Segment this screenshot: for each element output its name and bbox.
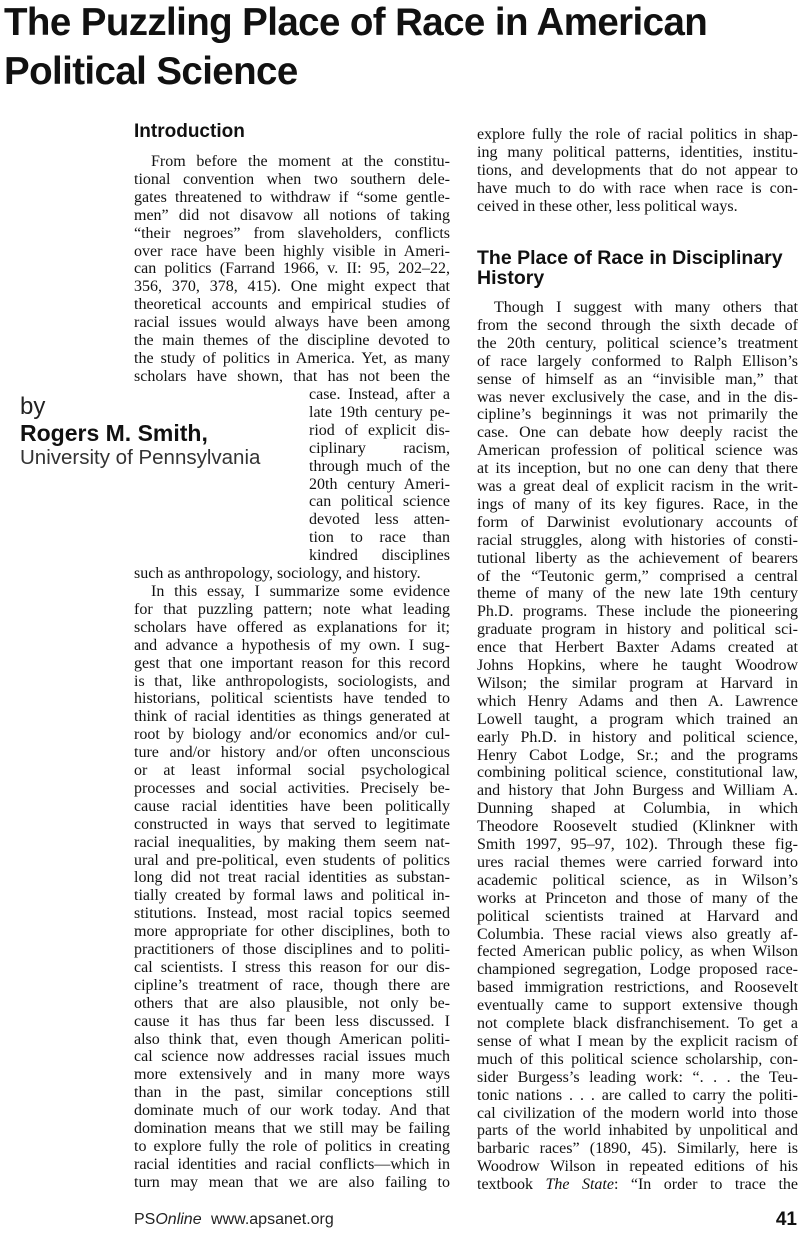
text-line: eventually came to support extensive though: [477, 997, 798, 1015]
text-line: to explore fully the role of politics in creating: [134, 1137, 450, 1155]
text-line: practitioners of those disciplines and to politi-: [134, 941, 450, 958]
footer-url[interactable]: www.apsanet.org: [211, 1211, 334, 1228]
page-number: 41: [775, 1209, 797, 1230]
text-line: cal scientists. I stress this reason for our dis-: [134, 958, 450, 976]
text-line: cipline’s treatment of race, though there are: [134, 976, 450, 994]
text-line: Ph.D. programs. These include the pioneering: [477, 603, 798, 621]
text-line: Theodore Roosevelt studied (Klinkner with: [477, 818, 798, 836]
text-line: theme of many of the new late 19th century: [477, 585, 798, 603]
text-line: tion to race than: [309, 529, 450, 547]
byline-by: by: [20, 393, 46, 420]
text-line: parts of the world inhabited by unpolitical and: [477, 1122, 798, 1140]
text-line: tional convention when two southern dele-: [134, 170, 450, 188]
text-line: devoted less atten-: [309, 511, 450, 529]
section-heading-line-1: The Place of Race in Disciplinary: [477, 247, 783, 269]
text-line: ing many political patterns, identities, institu-: [477, 143, 798, 161]
text-segment: : “In order to trace the: [613, 1176, 798, 1194]
text-line: works at Princeton and those of many of the: [477, 889, 798, 907]
text-line: championed segregation, Lodge proposed race-: [477, 961, 798, 979]
text-line: tonic nations . . . are called to carry the politi-: [477, 1086, 798, 1104]
text-line: kindred disciplines: [309, 547, 450, 565]
text-line: from the second through the sixth decade of: [477, 316, 798, 334]
text-line: ence that Herbert Baxter Adams created at: [477, 639, 798, 657]
text-line: scholars have shown, that has not been the: [134, 367, 450, 385]
text-line: think of racial identities as things generated at: [134, 708, 450, 726]
text-line: than in the past, similar conceptions still: [134, 1084, 450, 1102]
footer-brand-online: Online: [155, 1211, 202, 1228]
text-line: of race largely conformed to Ralph Ellison’s: [477, 352, 798, 370]
text-line: of the “Teutonic germ,” comprised a central: [477, 567, 798, 585]
text-line: based immigration restrictions, and Roosevelt: [477, 979, 798, 997]
text-line: Johns Hopkins, where he taught Woodrow: [477, 657, 798, 674]
text-line: historians, political scientists have tended to: [134, 690, 450, 708]
text-line: racial inequalities, by making them seem nat-: [134, 833, 450, 851]
text-line: sense of what I mean by the explicit racism of: [477, 1032, 798, 1050]
text-line: also think that, even though American politi-: [134, 1030, 450, 1048]
text-line: the 20th century, political science’s treatment: [477, 334, 798, 352]
text-line: cal civilization of the modern world into those: [477, 1104, 798, 1122]
text-line: tutional liberty as the achievement of bearers: [477, 549, 798, 567]
text-line: ures racial themes were carried forward into: [477, 853, 798, 871]
text-line: ture and/or history and/or often unconscious: [134, 744, 450, 762]
text-line: graduate program in history and political sci-: [477, 621, 798, 639]
text-line: more appropriate for other disciplines, both to: [134, 923, 450, 941]
text-line: fected American public policy, as when Wilson: [477, 943, 798, 961]
text-line: gest that one important reason for this record: [134, 654, 450, 672]
footer-brand-ps: PS: [134, 1211, 156, 1228]
text-line: late 19th century pe-: [309, 403, 450, 421]
text-line: and advance a hypothesis of my own. I sug-: [134, 636, 450, 654]
text-line: barbaric races” (1890, 45). Similarly, here is: [477, 1140, 798, 1158]
text-line: is that, like anthropologists, sociologists, and: [134, 672, 450, 690]
text-line: or at least informal social psychological: [134, 762, 450, 779]
text-segment: textbook: [477, 1176, 546, 1194]
text-line: Dunning shaped at Columbia, in which: [477, 800, 798, 818]
text-line: sider Burgess’s leading work: “. . . the Teu-: [477, 1068, 798, 1086]
text-line: was never exclusively the case, and in the dis-: [477, 388, 798, 406]
text-line: Woodrow Wilson in repeated editions of his: [477, 1158, 798, 1176]
text-line: academic political science, as in Wilson’s: [477, 871, 798, 889]
text-line: scholars have offered as explanations for it;: [134, 618, 450, 636]
text-line: [477, 1176, 798, 1194]
text-line: the main themes of the discipline devoted to: [134, 332, 450, 349]
text-line: stitutions. Instead, most racial topics seemed: [134, 905, 450, 923]
text-line: Lowell taught, a program which trained an: [477, 710, 798, 728]
section-heading-line-2: History: [477, 267, 545, 289]
text-line: theoretical accounts and empirical studies of: [134, 296, 450, 314]
text-line: domination means that we still may be failing: [134, 1120, 450, 1137]
text-line: racial issues would always have been among: [134, 314, 450, 332]
author-affiliation: University of Pennsylvania: [20, 446, 261, 469]
text-line: Smith 1997, 95–97, 102). Through these fig-: [477, 836, 798, 853]
text-line: ural and pre-political, even students of politics: [134, 851, 450, 869]
text-line: more extensively and in many more ways: [134, 1066, 450, 1084]
text-line: In this essay, I summarize some evidence: [151, 583, 450, 600]
text-line: case. One can debate how deeply racist the: [477, 424, 798, 442]
text-line: Columbia. These racial views also greatly af-: [477, 925, 798, 943]
text-line: cause racial identities have been politically: [134, 797, 450, 815]
text-line: cipline’s beginnings it was not primarily the: [477, 406, 798, 424]
text-line: cause it has thus far been less discussed. I: [134, 1012, 450, 1030]
text-line: From before the moment at the constitu-: [151, 153, 450, 170]
text-line: ings of many of its key figures. Race, in the: [477, 495, 798, 513]
article-title-line-2: Political Science: [4, 50, 298, 93]
text-line: the study of politics in America. Yet, as many: [134, 349, 450, 367]
text-line: racial identities and racial conflicts—which in: [134, 1155, 450, 1173]
text-line: was a great deal of explicit racism in the writ-: [477, 478, 798, 495]
text-line: through much of the: [309, 457, 450, 475]
text-line: turn may mean that we are also failing to: [134, 1173, 450, 1191]
text-line: racial struggles, along with histories of consti-: [477, 531, 798, 549]
footer-brand: [134, 1211, 334, 1229]
article-title-line-1: The Puzzling Place of Race in American: [4, 1, 708, 44]
text-line: at its inception, but no one can deny that there: [477, 460, 798, 478]
text-line: for that puzzling pattern; note what leading: [134, 600, 450, 618]
text-line: Henry Cabot Lodge, Sr.; and the programs: [477, 746, 798, 764]
text-line: men” did not disavow all notions of taking: [134, 206, 450, 224]
text-line: cal science now addresses racial issues much: [134, 1048, 450, 1066]
text-line: riod of explicit dis-: [309, 421, 450, 439]
text-line: much of this political science scholarship, con-: [477, 1050, 798, 1068]
text-line: American profession of political science was: [477, 442, 798, 460]
text-line: form of Darwinist evolutionary accounts of: [477, 513, 798, 531]
text-line: explore fully the role of racial politics in shap-: [477, 126, 798, 143]
text-line: political scientists trained at Harvard and: [477, 907, 798, 925]
text-line: root by biology and/or economics and/or cul-: [134, 726, 450, 744]
text-line: can politics (Farrand 1966, v. II: 95, 202–22,: [134, 260, 450, 278]
text-line: not complete black disfranchisement. To get a: [477, 1015, 798, 1032]
section-heading-introduction: Introduction: [134, 121, 245, 142]
text-line: Wilson; the similar program at Harvard in: [477, 674, 798, 692]
section-heading-disciplinary-history: [477, 248, 799, 288]
book-title: The State: [545, 1176, 614, 1194]
text-line: 356, 370, 378, 415). One might expect that: [134, 278, 450, 296]
text-line: sense of himself as an “invisible man,” that: [477, 370, 798, 388]
text-line: “their negroes” from slaveholders, conflicts: [134, 224, 450, 242]
text-line: early Ph.D. in history and political science,: [477, 728, 798, 746]
text-line: dominate much of our work today. And that: [134, 1102, 450, 1120]
text-line: gates threatened to withdraw if “some gentle-: [134, 188, 450, 206]
text-line: tially created by formal laws and political in-: [134, 887, 450, 905]
text-line: processes and social activities. Precisely be-: [134, 779, 450, 797]
text-line: combining political science, constitutional law,: [477, 764, 798, 782]
text-line: ciplinary racism,: [309, 439, 450, 457]
text-line: have much to do with race when race is con-: [477, 179, 798, 197]
text-line: such as anthropology, sociology, and history.: [134, 565, 421, 582]
text-line: can political science: [309, 493, 450, 511]
text-line: 20th century Ameri-: [309, 475, 450, 493]
text-line: Though I suggest with many others that: [494, 299, 798, 316]
text-line: constructed in ways that served to legitimate: [134, 815, 450, 833]
text-line: others that are also plausible, not only be-: [134, 994, 450, 1012]
text-line: which Henry Adams and then A. Lawrence: [477, 692, 798, 710]
text-line: long did not treat racial identities as substan-: [134, 869, 450, 887]
text-line: over race have been highly visible in Ameri-: [134, 242, 450, 260]
text-line: case. Instead, after a: [309, 386, 450, 403]
text-line: ceived in these other, less political ways.: [477, 197, 738, 215]
text-line: tions, and developments that do not appear to: [477, 161, 798, 179]
author-name: Rogers M. Smith,: [20, 420, 208, 446]
text-line: and history that John Burgess and William A.: [477, 782, 798, 800]
